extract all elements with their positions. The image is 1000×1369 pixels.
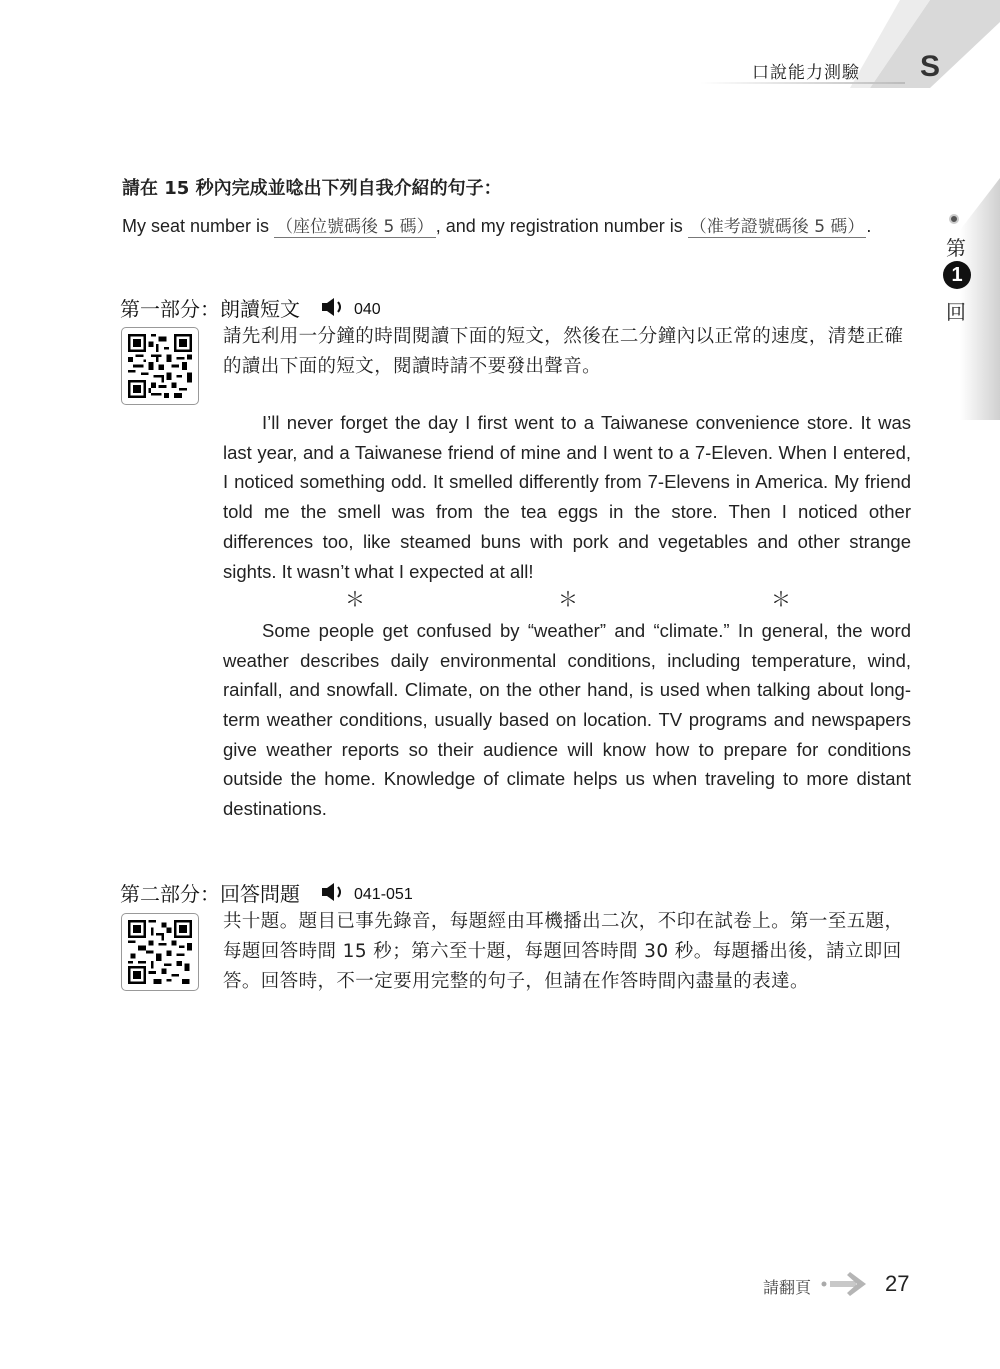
arrow-right-icon xyxy=(820,1270,868,1298)
qr-pattern xyxy=(128,334,192,398)
side-tab-prefix: 第 xyxy=(946,236,966,260)
part2-title xyxy=(120,878,413,907)
part1-audio-track: 040 xyxy=(354,301,381,318)
part1-title-text: 第一部分：朗讀短文 xyxy=(120,297,300,321)
qr-pattern xyxy=(128,920,192,984)
qr-code-icon[interactable] xyxy=(121,913,199,991)
part2-instruction: 共十題。題目已事先錄音，每題經由耳機播出二次，不印在試卷上。第一至五題，每題回答時間 15 秒；第六至十題，每題回答時間 30 秒。每題播出後，請立即回答。回答時，不一定要用完整的句子，但請在作答時間內盡量的表達。 xyxy=(223,911,904,992)
speaker-icon xyxy=(320,297,348,317)
separator-star: ＊ xyxy=(771,589,791,612)
part1-audio[interactable] xyxy=(320,301,381,318)
side-tab-decoration xyxy=(930,170,1000,420)
registration-number-blank: （准考證號碼後 5 碼） xyxy=(689,217,865,237)
passage-separator xyxy=(223,586,911,616)
next-page-label: 請翻頁 xyxy=(763,1278,812,1297)
part1-title xyxy=(120,293,381,322)
passage-paragraph-1: I’ll never forget the day I first went to a Taiwanese convenience store. It was last year, and a Taiwanese friend of mine and I went to a 7-Eleven. When I entered, I noticed something odd. It smelled differently from 7-Elevens in America. My friend told me the smell was from the tea eggs in the store. Then I noticed other differences too, like steamed buns with pork and vegetables and other strange sights. It wasn’t what I expected at all! xyxy=(223,412,911,582)
part2-title-text: 第二部分：回答問題 xyxy=(120,882,300,906)
side-tab-dot xyxy=(949,214,959,224)
intro-text-1: My seat number is xyxy=(122,216,275,236)
intro-sentence xyxy=(122,212,871,237)
intro-text-end: . xyxy=(866,216,872,236)
separator-star: ＊ xyxy=(558,589,578,612)
separator-star: ＊ xyxy=(345,589,365,612)
page-number: 27 xyxy=(885,1271,910,1296)
part1-passage xyxy=(223,408,911,824)
section-letter: S xyxy=(920,50,941,83)
seat-number-blank: （座位號碼後 5 碼） xyxy=(276,217,434,237)
qr-code-icon[interactable] xyxy=(121,327,199,405)
side-tab-number: 1 xyxy=(943,261,971,289)
intro-text-2: , and my registration number is xyxy=(435,216,688,236)
side-tab-suffix: 回 xyxy=(946,300,966,324)
header-title: 口說能力測驗 xyxy=(752,63,860,83)
part2-audio-track: 041-051 xyxy=(354,886,413,903)
speaker-icon xyxy=(320,882,348,902)
part2-audio[interactable] xyxy=(320,886,413,903)
intro-title: 請在 15 秒內完成並唸出下列自我介紹的句子： xyxy=(122,178,502,199)
passage-paragraph-2: Some people get confused by “weather” and “climate.” In general, the word weather describes daily environmental conditions, including temperature, wind, rainfall, and snowfall. Climate, on the other hand, is used when talking about long-term weather conditions, usually based on location. TV programs and newspapers give weather reports so their audience will know how to prepare for conditions outside the home. Knowledge of climate helps us when traveling to more distant destinations. xyxy=(223,619,911,820)
part1-instruction: 請先利用一分鐘的時間閱讀下面的短文，然後在二分鐘內以正常的速度，清楚正確的讀出下面的短文，閱讀時請不要發出聲音。 xyxy=(223,326,904,377)
